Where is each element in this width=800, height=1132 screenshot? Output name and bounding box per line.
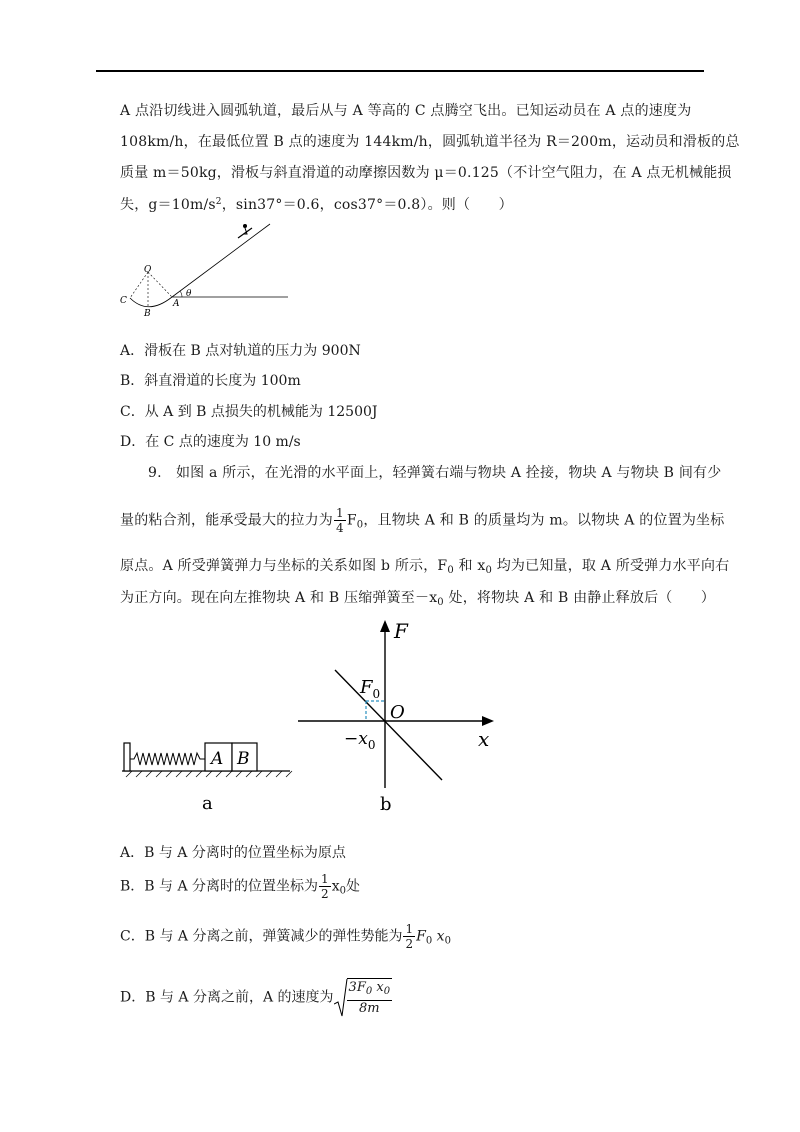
label-B: B [144,309,151,319]
label-C: C [120,296,127,306]
f0-label [359,677,380,701]
p9-quarter-fraction [334,506,346,535]
p9-option-c-x: x [436,928,445,945]
incline-line [172,224,270,297]
circular-arc [130,297,172,307]
x-axis-arrow-icon [482,716,494,726]
p9-line2b: F [346,512,357,529]
x-axis-label: x [478,727,490,751]
p9-line4 [120,587,716,608]
force-line [335,670,442,780]
label-theta: θ [186,289,192,299]
sqrt-icon [334,978,348,1018]
fig-b-caption: b [380,794,392,815]
p8-line4b: ，sin37°＝0.6，cos37°＝0.8）。则（ ） [221,197,513,213]
p8-line4a: 失，g＝10m/s [120,197,216,213]
f0-label-sub: 0 [372,687,381,701]
p9-line3 [120,555,730,576]
p8-line2: 108km/h，在最低位置 B 点的速度为 144km/h，圆弧轨道半径为 R＝200m，运动员和滑板的总 [120,134,740,150]
neg-x0-main: −x [344,729,368,749]
sqrt-denominator: 8m [359,1001,380,1016]
fig-a-caption: a [202,793,213,814]
p8-track-diagram [110,220,310,320]
p9-option-b-pre: B．B 与 A 分离时的位置坐标为 [120,878,319,895]
p8-option-a: A．滑板在 B 点对轨道的压力为 900N [120,343,361,359]
neg-x0-label [344,729,375,752]
p9-option-b [120,872,360,901]
p9-option-b-post: 处 [345,878,360,895]
wall-post [124,743,130,771]
p8-line1: A 点沿切线进入圆弧轨道，最后从与 A 等高的 C 点腾空飞出。已知运动员在 A 点的速度为 [120,103,692,119]
sqrt-numerator [347,980,393,1001]
p9-line3b: 和 x [453,558,486,574]
p8-line4 [120,194,710,214]
origin-label: O [390,702,405,723]
p8-line3: 质量 m＝50kg，滑板与斜直滑道的动摩擦因数为 μ＝0.125（不计空气阻力，在 A 点无机械能损 [120,165,732,181]
p9-option-b-x: x [331,878,340,895]
p9-line1: 9. 如图 a 所示，在光滑的水平面上，轻弹簧右端与物块 A 拴接，物块 A 与物块 B 间有少 [148,465,722,481]
p9-line4-sub: 0 [437,597,444,608]
neg-x0-sub: 0 [367,738,376,752]
p8-option-c: C．从 A 到 B 点损失的机械能为 12500J [120,404,378,420]
sqrt-num-sub1: 0 [365,986,373,997]
p9-option-c [120,922,451,951]
header-rule [96,70,704,72]
fig-b-force-graph [290,618,510,818]
sqrt-expression [334,978,394,1017]
p9-line2 [120,506,725,535]
sqrt-frac [347,978,393,1017]
sqrt-num-x: x [376,980,384,995]
fig-a-spring-blocks [118,735,298,815]
f-axis-arrow-icon [380,620,390,632]
p9-frac-den: 4 [336,521,344,535]
p9-line4a: 为正方向。现在向左推物块 A 和 B 压缩弹簧至－x [120,590,438,606]
p9-option-b-den: 2 [321,887,329,901]
angle-arc [180,291,182,297]
f-axis-label: F [394,619,408,643]
p9-option-c-num: 1 [405,922,414,936]
p9-frac-num: 1 [336,506,344,520]
p9-option-c-Fsub: 0 [425,935,433,947]
p9-line2c: ，且物块 A 和 B 的质量均为 m。以物块 A 的位置为坐标 [363,512,725,529]
f0-label-main: F [360,677,373,698]
p9-option-d-pre: D．B 与 A 分离之前，A 的速度为 [120,989,334,1006]
floor-hatching [126,771,292,777]
sqrt-num-sub2: 0 [383,986,391,997]
p9-option-c-xsub: 0 [444,935,451,947]
p8-option-b: B．斜直滑道的长度为 100m [120,373,301,389]
p9-option-c-pre: C．B 与 A 分离之前，弹簧减少的弹性势能为 [120,928,403,945]
p8-line4-sup: 2 [215,197,222,207]
radius-OA [148,272,172,297]
radius-OC [130,272,148,298]
p9-line3c: 均为已知量，取 A 所受弹力水平向右 [492,558,730,574]
p9-option-b-num: 1 [321,872,329,886]
skier-icon [238,224,252,238]
p8-option-d: D．在 C 点的速度为 10 m/s [120,434,301,450]
p9-line2a: 量的粘合剂，能承受最大的拉力为 [120,512,333,529]
label-A: A [173,299,180,309]
sqrt-num-main: 3F [348,980,366,995]
p9-option-c-frac [403,922,415,951]
p9-line3-sub1: 0 [447,565,454,576]
block-b-label: B [237,749,250,769]
p9-option-c-den: 2 [405,937,414,951]
p9-line4b: 处，将物块 A 和 B 由静止释放后（ ） [443,590,716,606]
p9-line2-sub: 0 [356,519,364,531]
spring-coil [130,753,205,765]
block-a-label: A [211,749,224,769]
p9-option-a: A．B 与 A 分离时的位置坐标为原点 [120,845,346,861]
p9-option-b-sub: 0 [339,885,346,897]
p9-option-c-F: F [416,928,426,945]
p9-line3-sub2: 0 [485,565,493,576]
label-O: O [144,265,152,275]
p9-option-b-frac [319,872,331,901]
p9-option-d [120,978,393,1017]
p9-line3a: 原点。A 所受弹簧弹力与坐标的关系如图 b 所示，F [120,558,448,574]
